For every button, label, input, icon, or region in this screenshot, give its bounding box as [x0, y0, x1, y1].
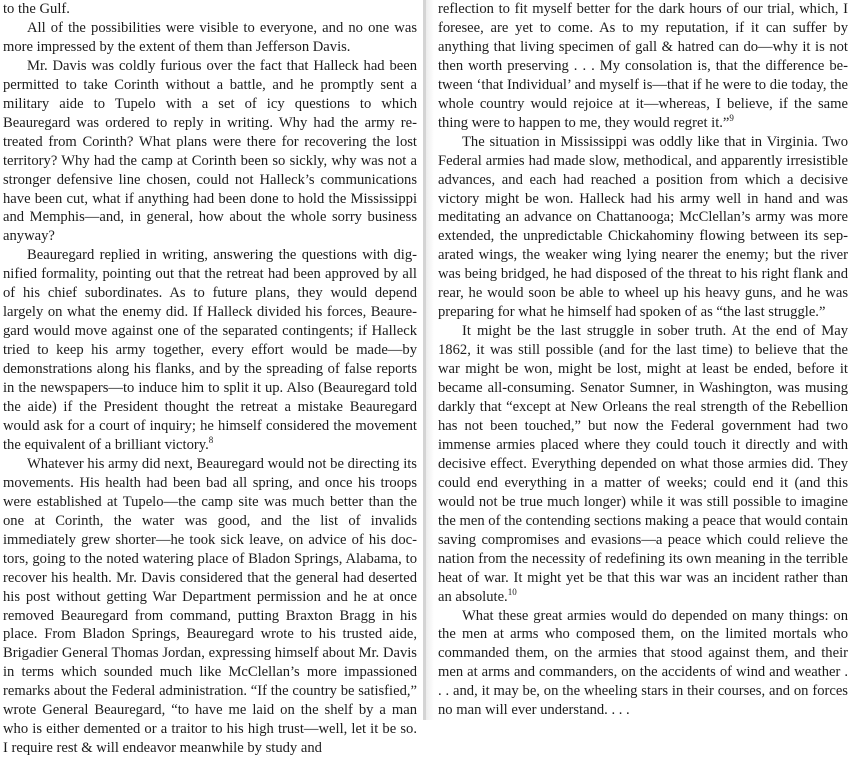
paragraph	[438, 0, 848, 133]
gutter-shadow	[426, 0, 434, 720]
paragraph	[438, 322, 848, 606]
left-column	[3, 0, 417, 757]
footnote-marker: 8	[208, 435, 214, 446]
footnote-marker: 9	[729, 112, 734, 123]
paragraph: The situation in Mississippi was oddly like that in Virginia. Two Federal armies had made slow, methodical, and apparently irresistible advances, and each had reached a position from which a decisive victory might be won. Halleck had his army well in hand and was meditating an advance on Chattanooga; McClellan’s army was more extended, the unpredictable Chickahominy flowing between its separated wings, the weaker wing lying nearer the enemy; but the river was being bridged, he had disposed of the threat to his right flank and rear, he would soon be able to wheel up his heavy guns, and he was preparing for what he himself had spoken of as “the last struggle.”	[438, 133, 848, 321]
paragraph: Whatever his army did next, Beauregard would not be directing its movements. His health had been bad all spring, and once his troops were established at Tupelo—the camp site was much better than the one at Corinth, the water was good, and the list of invalids immediately grew shorter—he took sick leave, on advice of his doctors, going to the noted watering place of Bladon Springs, Alabama, to recover his health. Mr. Davis considered that the general had deserted his post without getting War Department permission and he at once removed Beauregard from command, putting Braxton Bragg in his place. From Bladon Springs, Beauregard wrote to his trusted aide, Brigadier General Thomas Jordan, expressing himself about Mr. Davis in terms which sounded much like McClellan’s more impassioned remarks about the Federal administration. “If the country be satisfied,” wrote General Beauregard, “to have me laid on the shelf by a man who is either demented or a traitor to his high trust—well, let it be so. I require rest & will endeavor meanwhile by study and	[3, 455, 417, 757]
paragraph	[3, 246, 417, 454]
paragraph: What these great armies would do depended on many things: on the men at arms who composed them, on the limited mortals who commanded them, on the armies that stood against them, and their men at arms and commanders, on the accidents of wind and weather . . . and, it may be, on the wheeling stars in their courses, and on forces no man will ever understand. . . .	[438, 607, 848, 719]
right-column	[438, 0, 848, 720]
paragraph: All of the possibilities were visible to everyone, and no one was more impressed by the extent of them than Jefferson Davis.	[3, 19, 417, 55]
paragraph-text: Beauregard replied in writing, answering the questions with dignified formality, pointing out that the retreat had been approved by all of his chief subordinates. As to future plans, they would depend largely on what the enemy did. If Halleck divided his forces, Beauregard would move against one of the separated contingents; if Halleck tried to keep his army together, every effort would be made—by demonstrations along his flanks, and by the spreading of false reports in the newspapers—to induce him to split it up. Also (Beauregard told the aide) if the President thought the retreat a mistake Beauregard would ask for a court of inquiry; he himself considered the movement the equivalent of a brilliant victory.	[3, 247, 417, 453]
paragraph-text: reflection to fit myself better for the dark hours of our trial, which, I foresee, are yet to come. As to my reputation, if it can suffer by anything that living specimen of gall & hatred can do—why it is not then worth preserving . . . My consolation is, that the difference between ‘that Individual’ and myself is—that if he were to die today, the whole country would rejoice at it—whereas, I believe, if the same thing were to happen to me, they would regret it.”	[438, 1, 848, 131]
paragraph: to the Gulf.	[3, 1, 70, 17]
paragraph-text: It might be the last struggle in sober truth. At the end of May 1862, it was still possible (and for the last time) to believe that the war might be won, might be lost, might at least be ended, before it became all-consuming. Senator Sumner, in Washington, was musing darkly that “except at New Orleans the real strength of the Rebellion has not been touched,” but now the Federal government had two immense armies placed where they could touch it directly and with decisive effect. Everything depended on what those armies did. They could end everything in a matter of weeks; could end it (and this would not be true much longer) while it was still possible to imagine the men of the contending sections making a peace that would contain saving compromises and evasions—a peace which could relieve the nation from the necessity of redefining its own meaning in the terrible heat of war. It might yet be that this war was an incident rather than an absolute.	[438, 323, 848, 605]
footnote-marker: 10	[507, 586, 517, 597]
paragraph: Mr. Davis was coldly furious over the fact that Halleck had been permitted to take Corinth without a battle, and he promptly sent a military aide to Tupelo with a set of icy questions to which Beauregard was ordered to reply in writing. Why had the army retreated from Corinth? What plans were there for recovering the lost territory? Why had the camp at Corinth been so sickly, why was not a stronger defensive line chosen, could not Halleck’s communications have been cut, what if anything had been done to hold the Mississippi and Memphis—and, in general, how about the whole sorry business anyway?	[3, 57, 417, 245]
